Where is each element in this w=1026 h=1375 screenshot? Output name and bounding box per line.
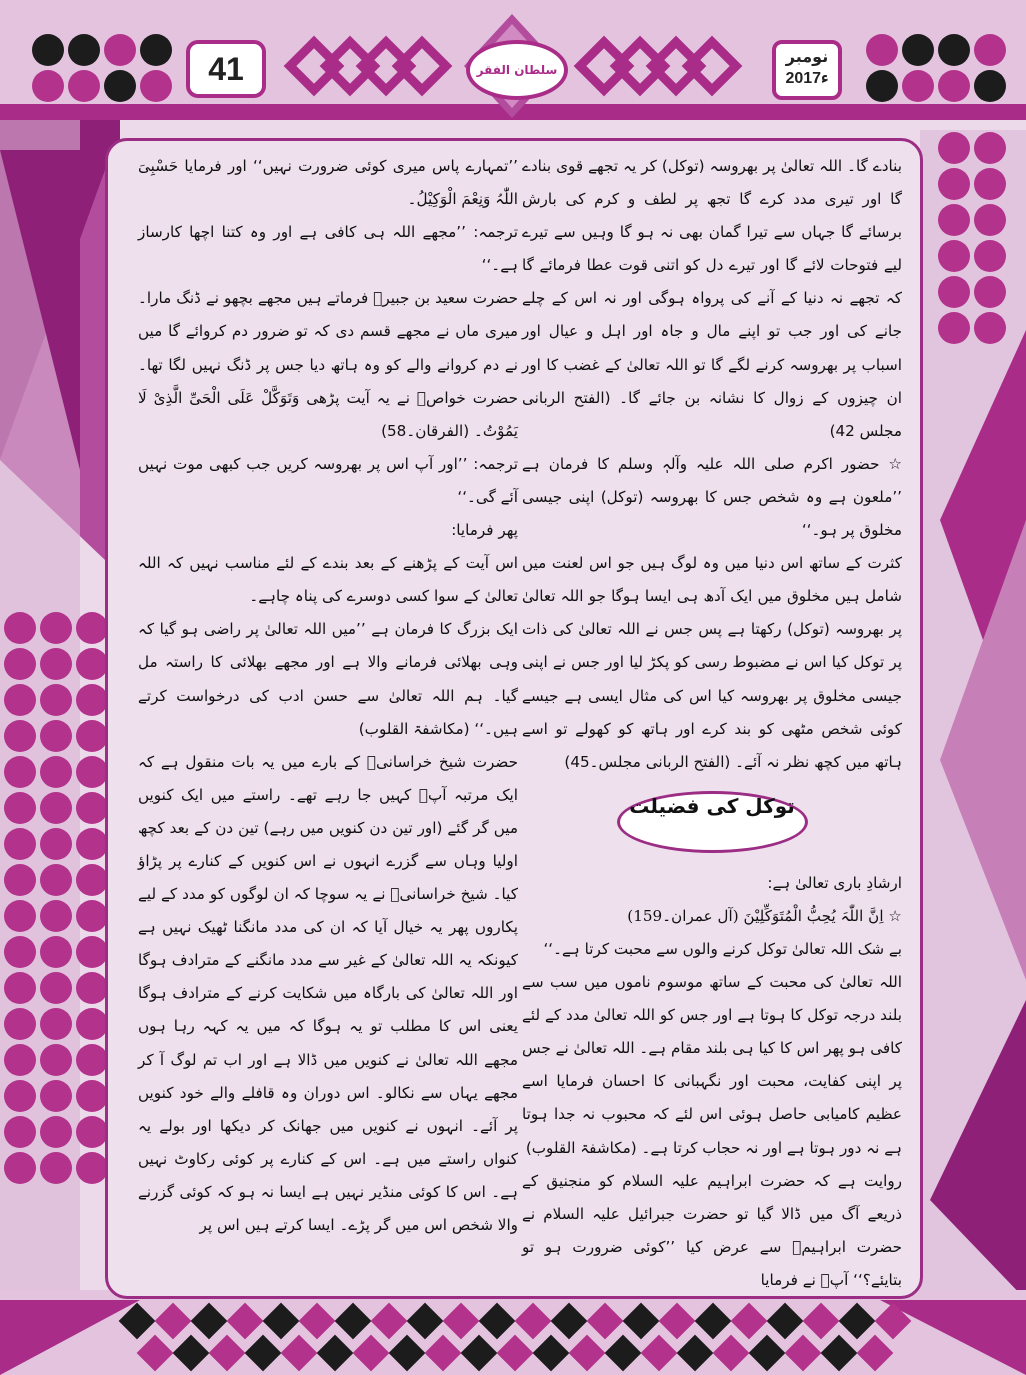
text-column-right: [522, 150, 902, 1297]
issue-month: نومبر: [785, 47, 829, 66]
paragraph: ’’تمہارے پاس میری کوئی ضرورت نہیں‘‘ اور فرمایا حَسْبِیَ اللّٰہُ وَنِعْمَ الْوَکِیْلُ۔: [138, 157, 518, 209]
section-heading: توکل کی فضیلت: [617, 791, 808, 853]
hadith-paragraph: ☆ حضور اکرم صلی اللہ علیہ وآلہٖ وسلم کا فرمان ہے ’’ملعون ہے وہ شخص جس کا بھروسہ (توکل) اپنی جیسی مخلوق پر ہو۔‘‘: [522, 454, 902, 540]
paragraph: پھر فرمایا:: [451, 521, 518, 540]
paragraph: ایک بزرگ کا فرمان ہے ’’میں اللہ تعالیٰ پر راضی ہو گیا کہ وہی بھلائی فرمانے والا ہے اور مجھے بھلائی کا راستہ مل گیا۔ ہم اللہ تعالیٰ سے حسن ادب کی درخواست کرتے ہیں۔‘‘ (مکاشفۃ القلوب): [138, 620, 518, 738]
issue-year: 2017ء: [785, 70, 829, 87]
paragraph: کثرت کے ساتھ اس دنیا میں وہ لوگ ہیں جو اس لعنت میں شامل ہیں مخلوق میں ایک آدھ ہی ایسا ہوگا جو اللہ تعالیٰ پر بھروسہ (توکل) رکھتا ہے پس جس نے اللہ تعالیٰ کی ذات پر توکل کیا اس نے مضبوط رسی کو پکڑ لیا اور جس نے اپنی جیسی مخلوق پر بھروسہ کیا اس کی مثال ایسی ہے جیسے کوئی شخص مٹھی کو بند کرے اور ہاتھ کو کھولے تو اسے ہاتھ میں کچھ نظر نہ آئے۔ (الفتح الربانی مجلس۔45): [522, 554, 902, 771]
paragraph: بنادے گا۔ اللہ تعالیٰ پر بھروسہ (توکل) کر یہ تجھے قوی بنادے گا اور تیری مدد کرے گا تجھ پر لطف و کرم کی بارش برسائے گا جہاں سے تیرا گمان بھی نہ ہو گا وہیں سے تیرے لیے فتوحات لائے گا اور تیرے دل کو اتنی قوت عطا فرمائے گا کہ تجھے نہ دنیا کے آنے کی پرواہ ہوگی اور نہ اس کے چلے جانے کی اور جب تو اپنے مال و جاہ اور اہل و عیال اور اسباب پر بھروسہ کرنے لگے گا تو اللہ تعالیٰ کے غضب کا اور ان چیزوں کے زوال کا نشانہ بن جائے گا۔ (الفتح الربانی مجلس 42): [522, 157, 902, 440]
paragraph: حضرت شیخ خراسانیؒ کے بارے میں یہ بات منقول ہے کہ ایک مرتبہ آپؒ کہیں جا رہے تھے۔ راستے میں ایک کنویں میں گر گئے (اور تین دن کنویں میں رہے) تین دن کے بعد کچھ اولیا وہاں سے گزرے انہوں نے اس کنویں کے کنارے پر پڑاؤ کیا۔ شیخ خراسانیؒ نے یہ سوچا کہ ان لوگوں کو مدد کے لیے پکاروں پھر یہ خیال آیا کہ ان کی مدد مانگنا ٹھیک نہیں ہے کیونکہ یہ اللہ تعالیٰ کے غیر سے مدد مانگنے کے مترادف ہوگا اور اللہ تعالیٰ کی بارگاہ میں شکایت کرنے کے مترادف ہوگا یعنی اس کا مطلب تو یہ ہوگا کہ میں یہ کہہ رہا ہوں مجھے اللہ تعالیٰ نے کنویں میں ڈالا ہے اور اب تم لوگ آ کر مجھے یہاں سے نکالو۔ اس دوران وہ قافلے والے خود کنویں پر آئے۔ انہوں نے کنویں میں جھانک کر دیکھا اور بولے یہ کنواں راستے میں ہے۔ اس کے کنارے پر کوئی رکاوٹ نہیں ہے۔ اس کا کوئی منڈیر نہیں ہے ایسا نہ ہو کہ کوئی گزرنے والا شخص اس میں گر پڑے۔ ایسا کرتے ہیں اس پر: [138, 752, 518, 1234]
page-number: 41: [186, 40, 266, 98]
paragraph: روایت ہے کہ حضرت ابراہیم علیہ السلام کو منجنیق کے ذریعے آگ میں ڈالا گیا تو حضرت جبرائیل علیہ السلام نے حضرت ابراہیمؑ سے عرض کیا ’’کوئی ضرورت ہو تو بتایئے؟‘‘ آپؑ نے فرمایا: [522, 1171, 902, 1289]
translation: ترجمہ: ’’اور آپ اس پر بھروسہ کریں جب کبھی موت نہیں آئے گی۔‘‘: [138, 454, 518, 506]
magazine-logo: سلطان الفقر: [466, 40, 568, 100]
paragraph: ارشادِ باری تعالیٰ ہے:: [767, 873, 902, 892]
paragraph: حضرت سعید بن جبیرؓ فرماتے ہیں مجھے بچھو نے ڈنگ مارا۔ میری ماں نے مجھے قسم دی کہ تو ضرور دم کروائے گا میں نے دم کروانے والے کو وہ ہاتھ دیا جس پر ڈنگ نہیں لگا تھا۔ حضرت خواصؒ نے یہ آیت پڑھی وَتَوَکَّلْ عَلَی الْحَیِّ الَّذِیْ لَا یَمُوْتُ۔ (الفرقان۔58): [138, 289, 518, 440]
issue-date: [772, 40, 842, 100]
text-column-left: [138, 150, 518, 1242]
paragraph: اللہ تعالیٰ کی محبت کے ساتھ موسوم ناموں میں سب سے بلند درجہ توکل کا ہوتا ہے اور جس کو اللہ تعالیٰ مدد کے لئے کافی ہو پھر اس کا کیا ہی بلند مقام ہے۔ اللہ تعالیٰ نے جس پر اپنی کفایت، محبت اور نگہبانی کا احسان فرمایا اسے عظیم کامیابی حاصل ہوئی اس لئے کہ محبوب نہ جدا ہوتا ہے نہ دور ہوتا ہے اور نہ حجاب کرتا ہے۔ (مکاشفۃ القلوب): [522, 973, 902, 1157]
translation: بے شک اللہ تعالیٰ توکل کرنے والوں سے محبت کرتا ہے۔‘‘: [543, 939, 902, 958]
paragraph: اس آیت کے پڑھنے کے بعد بندے کے لئے مناسب نہیں کہ اللہ تعالیٰ کے سوا کسی دوسرے کی پناہ چاہے۔: [138, 554, 518, 606]
quran-verse: ☆ اِنَّ اللّٰہَ یُحِبُّ الْمُتَوَکِّلِیْنَ (آل عمران۔159): [627, 906, 902, 925]
translation: ترجمہ: ’’مجھے اللہ ہی کافی ہے اور وہ کتنا اچھا کارساز ہے۔‘‘: [138, 223, 518, 275]
